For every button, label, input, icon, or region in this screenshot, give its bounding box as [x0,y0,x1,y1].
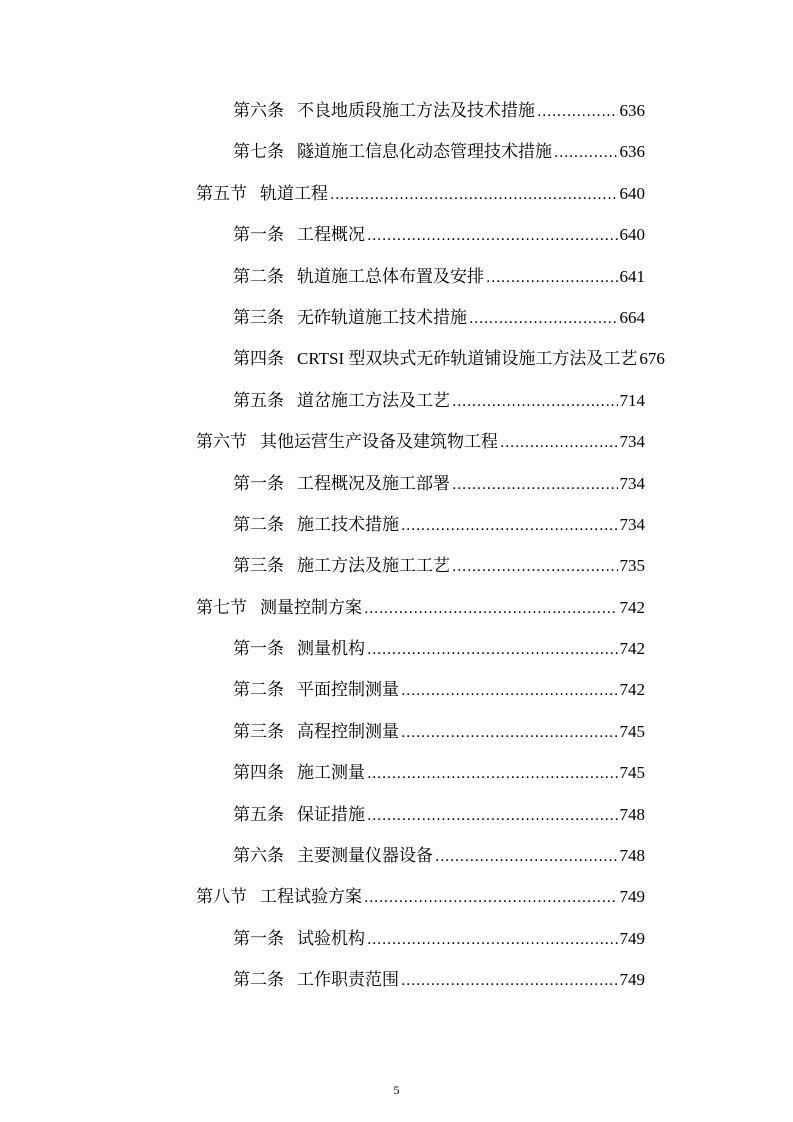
toc-section-title: 测量控制方案 [260,597,362,618]
toc-entry[interactable] [0,794,793,835]
toc-dot-leader [367,920,618,961]
toc-dot-leader [401,671,618,712]
toc-entry[interactable] [0,545,793,586]
toc-entry-page: 664 [619,307,645,327]
toc-dot-leader [537,92,618,133]
toc-entry-page: 714 [619,390,645,410]
toc-dot-leader [486,258,618,299]
toc-entry-title: 测量机构 [297,639,365,660]
toc-entry-title: 道岔施工方法及工艺 [297,390,450,411]
toc-entry-number: 第一条 [233,473,284,494]
toc-entry-title: 施工测量 [297,763,365,784]
toc-entry[interactable] [0,669,793,710]
toc-entry-page: 748 [619,804,645,824]
toc-dot-leader [554,133,618,174]
toc-entry[interactable] [0,711,793,752]
toc-entry-number: 第四条 [233,349,284,370]
toc-dot-leader [469,299,618,340]
toc-section-page: 742 [619,597,645,617]
toc-entry-number: 第二条 [233,680,284,701]
toc-entry-number: 第四条 [233,763,284,784]
toc-section-number: 第八节 [196,887,247,908]
toc-entry-page: 641 [619,266,645,286]
toc-entry-title: 无砟轨道施工技术措施 [297,307,467,328]
toc-entry-number: 第二条 [233,970,284,991]
toc-entry[interactable] [0,214,793,255]
toc-dot-leader [364,589,618,630]
page-number: 5 [393,1083,400,1097]
toc-entry[interactable] [0,131,793,172]
toc-section-title: 其他运营生产设备及建筑物工程 [260,432,498,453]
toc-entry-page: 636 [619,142,645,162]
toc-dot-leader [367,216,618,257]
toc-section-number: 第五节 [196,183,247,204]
toc-entry-page: 742 [619,639,645,659]
toc-entry-number: 第五条 [233,804,284,825]
toc-entry[interactable] [0,256,793,297]
toc-dot-leader [500,423,618,464]
toc-entry[interactable] [0,752,793,793]
toc-entry-title: 试验机构 [297,928,365,949]
toc-entry-title: 工程概况 [297,225,365,246]
toc-entry-number: 第六条 [233,101,284,121]
toc-section-page: 734 [619,432,645,452]
toc-entry-number: 第三条 [233,307,284,328]
toc-entry[interactable] [0,918,793,959]
toc-entry-title: 保证措施 [297,804,365,825]
toc-entry[interactable] [0,380,793,421]
toc-dot-leader [364,878,618,919]
toc-dot-leader [401,506,618,547]
toc-entry-title: 主要测量仪器设备 [297,846,433,867]
toc-entry-title: CRTSI 型双块式无砟轨道铺设施工方法及工艺 [297,349,638,369]
toc-dot-leader [452,382,618,423]
toc-entry-page: 745 [619,721,645,741]
toc-entry-number: 第五条 [233,390,284,411]
toc-entry[interactable] [0,628,793,669]
toc-dot-leader [367,630,618,671]
toc-entry[interactable] [0,959,793,1000]
toc-dot-leader [367,796,618,837]
toc-entry-title: 轨道施工总体布置及安排 [297,266,484,287]
toc-entry-title: 工作职责范围 [297,970,399,991]
toc-section-title: 轨道工程 [260,183,328,204]
toc-entry-title: 隧道施工信息化动态管理技术措施 [297,142,552,163]
toc-entry-page: 749 [619,928,645,948]
toc-entry[interactable] [0,297,793,338]
toc-entry-title: 不良地质段施工方法及技术措施 [297,101,535,121]
toc-entry-number: 第一条 [233,928,284,949]
toc-dot-leader [435,837,618,878]
toc-section-entry[interactable] [0,173,793,214]
toc-dot-leader [452,465,618,506]
toc-entry-number: 第六条 [233,846,284,867]
toc-entry-title: 施工方法及施工工艺 [297,556,450,577]
toc-dot-leader [401,713,618,754]
toc-section-title: 工程试验方案 [260,887,362,908]
toc-entry-page: 676 [639,349,665,369]
toc-entry-number: 第一条 [233,225,284,246]
toc-section-number: 第七节 [196,597,247,618]
toc-entry-title: 高程控制测量 [297,721,399,742]
toc-dot-leader [401,961,618,1002]
toc-entry-page: 636 [619,101,645,120]
toc-entry-page: 748 [619,846,645,866]
toc-entry-number: 第二条 [233,266,284,287]
toc-entry[interactable] [0,835,793,876]
toc-section-entry[interactable] [0,421,793,462]
toc-entry-title: 施工技术措施 [297,514,399,535]
toc-section-number: 第六节 [196,432,247,453]
toc-section-entry[interactable] [0,876,793,917]
toc-entry-number: 第一条 [233,639,284,660]
toc-entry-number: 第二条 [233,514,284,535]
toc-entry-title: 工程概况及施工部署 [297,473,450,494]
toc-section-page: 749 [619,887,645,907]
toc-entry-number: 第七条 [233,142,284,163]
toc-dot-leader [330,175,618,216]
toc-entry-number: 第三条 [233,721,284,742]
toc-entry[interactable] [0,463,793,504]
toc-entry-title: 平面控制测量 [297,680,399,701]
toc-entry[interactable] [0,338,793,379]
toc-entry-number: 第三条 [233,556,284,577]
toc-dot-leader [367,754,618,795]
table-of-contents [0,90,793,1001]
toc-entry-page: 640 [619,225,645,245]
toc-section-page: 640 [619,183,645,203]
toc-entry-page: 745 [619,763,645,783]
toc-entry-page: 742 [619,680,645,700]
toc-entry-page: 734 [619,514,645,534]
toc-entry-page: 735 [619,556,645,576]
toc-entry[interactable] [0,504,793,545]
toc-dot-leader [452,547,618,588]
toc-entry-page: 749 [619,970,645,990]
toc-entry-page: 734 [619,473,645,493]
toc-entry[interactable] [0,90,793,131]
toc-section-entry[interactable] [0,587,793,628]
